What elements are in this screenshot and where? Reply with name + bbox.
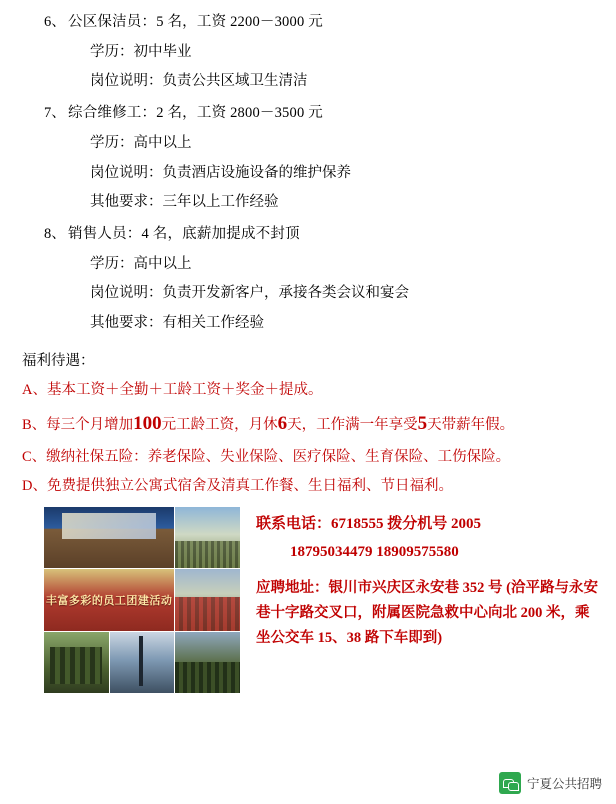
benefit-item-c: C、缴纳社保五险：养老保险、失业保险、医疗保险、生育保险、工伤保险。 — [22, 448, 511, 465]
job-entry-6 — [22, 8, 594, 97]
benefits-section — [0, 341, 616, 501]
job-detail-line: 其他要求：三年以上工作经验 — [90, 194, 279, 211]
job-entry-8 — [22, 220, 594, 339]
job-detail-line: 岗位说明：负责酒店设施设备的维护保养 — [90, 164, 351, 181]
photo-training-formation — [44, 632, 109, 693]
benefit-b-mid1: 元工龄工资，月休 — [161, 416, 278, 433]
job-title: 销售人员：4 名，底薪加提成不封顶 — [68, 226, 300, 243]
benefit-b-prefix: B、每三个月增加 — [22, 416, 134, 433]
contact-phone-numbers: 18795034479 18909575580 — [290, 543, 459, 560]
job-detail-line: 学历：高中以上 — [90, 255, 192, 272]
job-title: 公区保洁员：5 名，工资 2200－3000 元 — [68, 14, 323, 30]
photo-collage — [44, 507, 240, 693]
job-detail-line: 学历：高中以上 — [90, 134, 192, 151]
account-name: 宁夏公共招聘 — [526, 777, 602, 791]
photo-red-flag-crowd — [175, 569, 240, 630]
benefits-title: 福利待遇： — [22, 352, 95, 369]
contact-phone-label: 联系电话：6718555 拨分机号 2005 — [256, 515, 482, 532]
photo-uniform-team — [175, 632, 240, 693]
job-heading — [22, 8, 594, 38]
benefit-b-suffix: 天带薪年假。 — [427, 416, 515, 433]
benefit-b-num3: 5 — [417, 412, 428, 434]
benefit-b-mid2: 天，工作满一年享受 — [287, 416, 418, 433]
job-detail-line: 其他要求：有相关工作经验 — [90, 315, 264, 332]
job-title: 综合维修工：2 名，工资 2800－3500 元 — [68, 105, 323, 122]
job-detail-line: 学历：初中毕业 — [90, 43, 192, 60]
benefit-item-d: D、免费提供独立公寓式宿舍及清真工作餐、生日福利、节日福利。 — [22, 477, 453, 494]
job-entry-7 — [22, 99, 594, 218]
photo-team-building-banner — [44, 569, 174, 630]
job-heading — [22, 99, 594, 129]
bottom-section — [0, 507, 616, 693]
photo-rope-climb — [110, 632, 175, 693]
collage-banner-text: 丰富多彩的员工团建活动 — [45, 594, 173, 607]
contact-address: 应聘地址：银川市兴庆区永安巷 352 号 (洽平路与永安巷十字路交叉口，附属医院急救中心向北 200 米，乘坐公交车 15、38 路下车即到) — [256, 580, 598, 646]
contact-block — [240, 507, 598, 650]
job-heading — [22, 220, 594, 250]
job-number: 8、 — [44, 226, 66, 243]
job-number: 7、 — [44, 105, 66, 122]
benefit-item-b — [22, 405, 594, 443]
benefit-b-num2: 6 — [277, 412, 288, 434]
footer-account — [499, 772, 602, 794]
job-listings — [0, 0, 616, 339]
photo-meeting-hall — [44, 507, 174, 568]
wechat-icon — [499, 772, 521, 794]
photo-outdoor-group — [175, 507, 240, 568]
benefit-b-num1: 100 — [133, 412, 162, 434]
job-detail-line: 岗位说明：负责公共区域卫生清洁 — [90, 73, 308, 90]
benefit-item-a: A、基本工资＋全勤＋工龄工资＋奖金＋提成。 — [22, 381, 323, 398]
job-number: 6、 — [44, 14, 66, 30]
job-detail-line: 岗位说明：负责开发新客户，承接各类会议和宴会 — [90, 285, 409, 302]
